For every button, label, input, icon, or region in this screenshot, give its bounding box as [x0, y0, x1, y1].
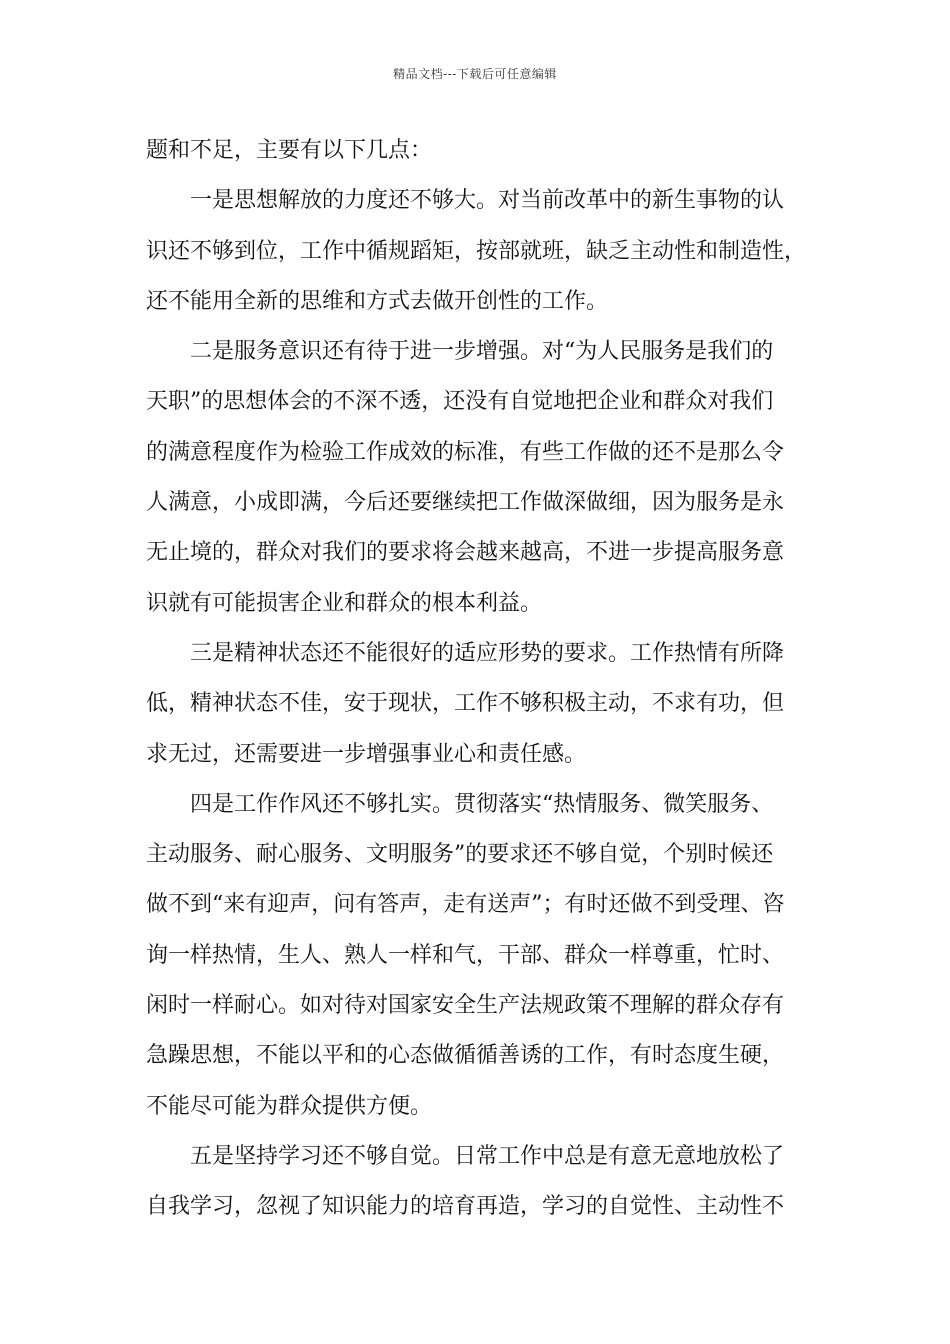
text-line: 还不能用全新的思维和方式去做开创性的工作。	[146, 288, 609, 314]
paragraph-first-line: 四是工作作风还不够扎实。贯彻落实“热情服务、微笑服务、	[190, 791, 774, 817]
text-line: 识就有可能损害企业和群众的根本利益。	[146, 590, 543, 616]
text-line: 的满意程度作为检验工作成效的标准，有些工作做的还不是那么令	[146, 439, 785, 465]
text-line: 题和不足，主要有以下几点：	[146, 138, 433, 163]
text-line: 天职”的思想体会的不深不透，还没有自觉地把企业和群众对我们	[146, 389, 774, 415]
text-line: 识还不够到位，工作中循规蹈矩，按部就班，缺乏主动性和制造性，	[146, 238, 807, 264]
text-line: 做不到“来有迎声，问有答声，走有送声”；有时还做不到受理、咨	[146, 892, 785, 918]
text-line: 无止境的，群众对我们的要求将会越来越高，不进一步提高服务意	[146, 540, 785, 566]
text-line: 不能尽可能为群众提供方便。	[146, 1093, 433, 1119]
text-line: 询一样热情，生人、熟人一样和气，干部、群众一样尊重，忙时、	[146, 942, 785, 968]
text-line: 低，精神状态不佳，安于现状，工作不够积极主动，不求有功，但	[146, 691, 785, 717]
paragraph-first-line: 五是坚持学习还不够自觉。日常工作中总是有意无意地放松了	[190, 1143, 785, 1169]
paragraph-first-line: 二是服务意识还有待于进一步增强。对“为人民服务是我们的	[190, 339, 774, 365]
text-line: 闲时一样耐心。如对待对国家安全生产法规政策不理解的群众存有	[146, 993, 785, 1019]
text-line: 自我学习，忽视了知识能力的培育再造，学习的自觉性、主动性不	[146, 1194, 785, 1220]
text-line: 主动服务、耐心服务、文明服务”的要求还不够自觉，个别时候还	[146, 842, 774, 868]
document-body	[146, 126, 816, 1233]
paragraph-first-line: 三是精神状态还不能很好的适应形势的要求。工作热情有所降	[190, 640, 785, 666]
text-line: 求无过，还需要进一步增强事业心和责任感。	[146, 741, 587, 767]
page-header: 精品文档---下载后可任意编辑	[393, 67, 557, 81]
paragraph-first-line: 一是思想解放的力度还不够大。对当前改革中的新生事物的认	[190, 188, 785, 214]
text-line: 急躁思想，不能以平和的心态做循循善诱的工作，有时态度生硬，	[146, 1043, 785, 1069]
text-line: 人满意，小成即满，今后还要继续把工作做深做细，因为服务是永	[146, 490, 785, 516]
